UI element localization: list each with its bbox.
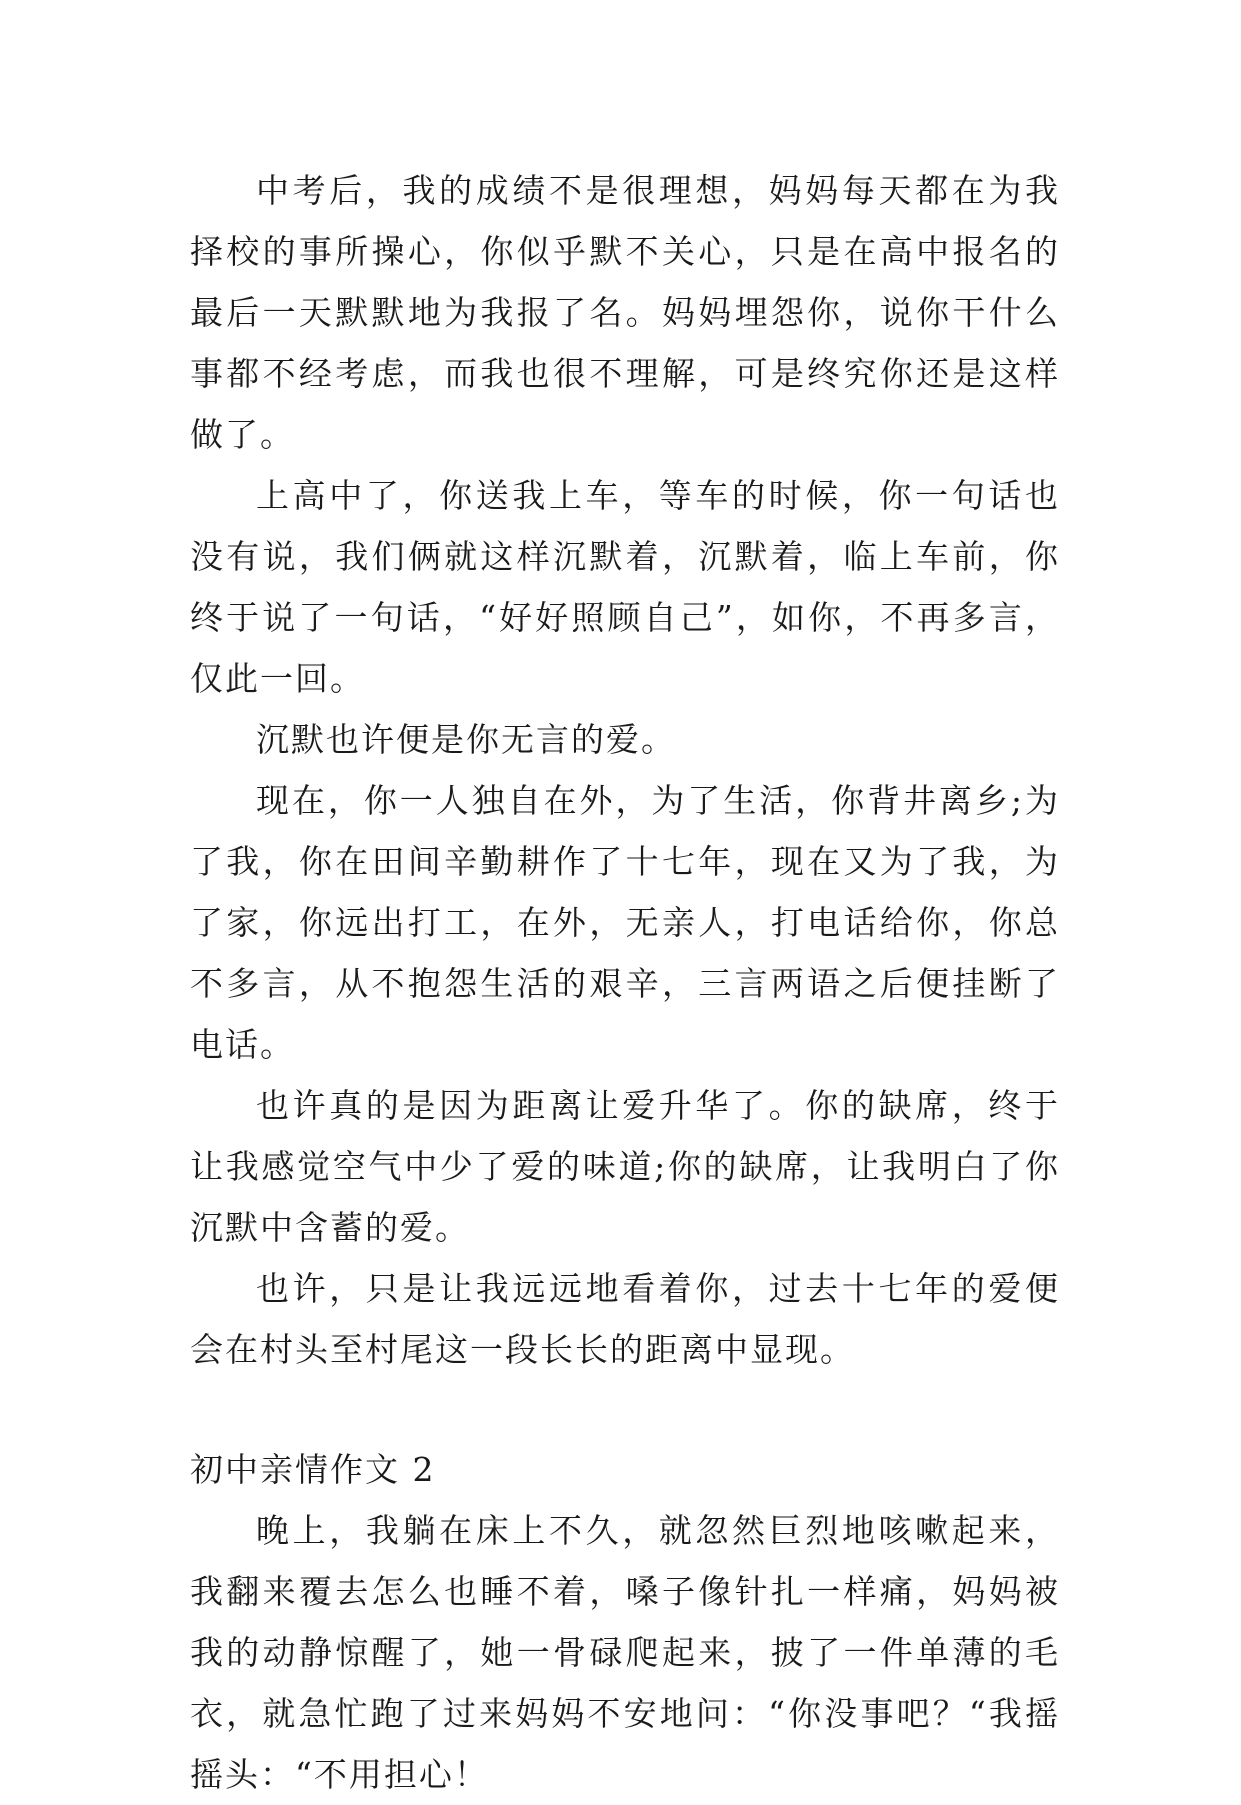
paragraph: 沉默也许便是你无言的爱。 bbox=[256, 720, 676, 759]
paragraph: 上高中了，你送我上车，等车的时候，你一句话也没有说，我们俩就这样沉默着，沉默着，临上车前，你终于说了一句话，“好好照顾自己”，如你，不再多言，仅此一回。 bbox=[190, 476, 1060, 698]
paragraph: 现在，你一人独自在外，为了生活，你背井离乡;为了我，你在田间辛勤耕作了十七年，现在又为了我，为了家，你远出打工，在外，无亲人，打电话给你，你总不多言，从不抱怨生活的艰辛，三言两语之后便挂断了电话。 bbox=[190, 781, 1060, 1064]
document-body bbox=[190, 160, 1060, 1805]
paragraph: 也许真的是因为距离让爱升华了。你的缺席，终于让我感觉空气中少了爱的味道;你的缺席，让我明白了你沉默中含蓄的爱。 bbox=[190, 1086, 1060, 1247]
paragraph: 晚上，我躺在床上不久，就忽然巨烈地咳嗽起来，我翻来覆去怎么也睡不着，嗓子像针扎一样痛，妈妈被我的动静惊醒了，她一骨碌爬起来，披了一件单薄的毛衣，就急忙跑了过来妈妈不安地问：“你没事吧？“我摇摇头：“不用担心！ bbox=[190, 1511, 1060, 1794]
paragraph: 中考后，我的成绩不是很理想，妈妈每天都在为我择校的事所操心，你似乎默不关心，只是在高中报名的最后一天默默地为我报了名。妈妈埋怨你，说你干什么事都不经考虑，而我也很不理解，可是终究你还是这样做了。 bbox=[190, 171, 1060, 454]
section-title: 初中亲情作文 2 bbox=[190, 1450, 436, 1489]
paragraph: 也许，只是让我远远地看着你，过去十七年的爱便会在村头至村尾这一段长长的距离中显现。 bbox=[190, 1269, 1060, 1369]
